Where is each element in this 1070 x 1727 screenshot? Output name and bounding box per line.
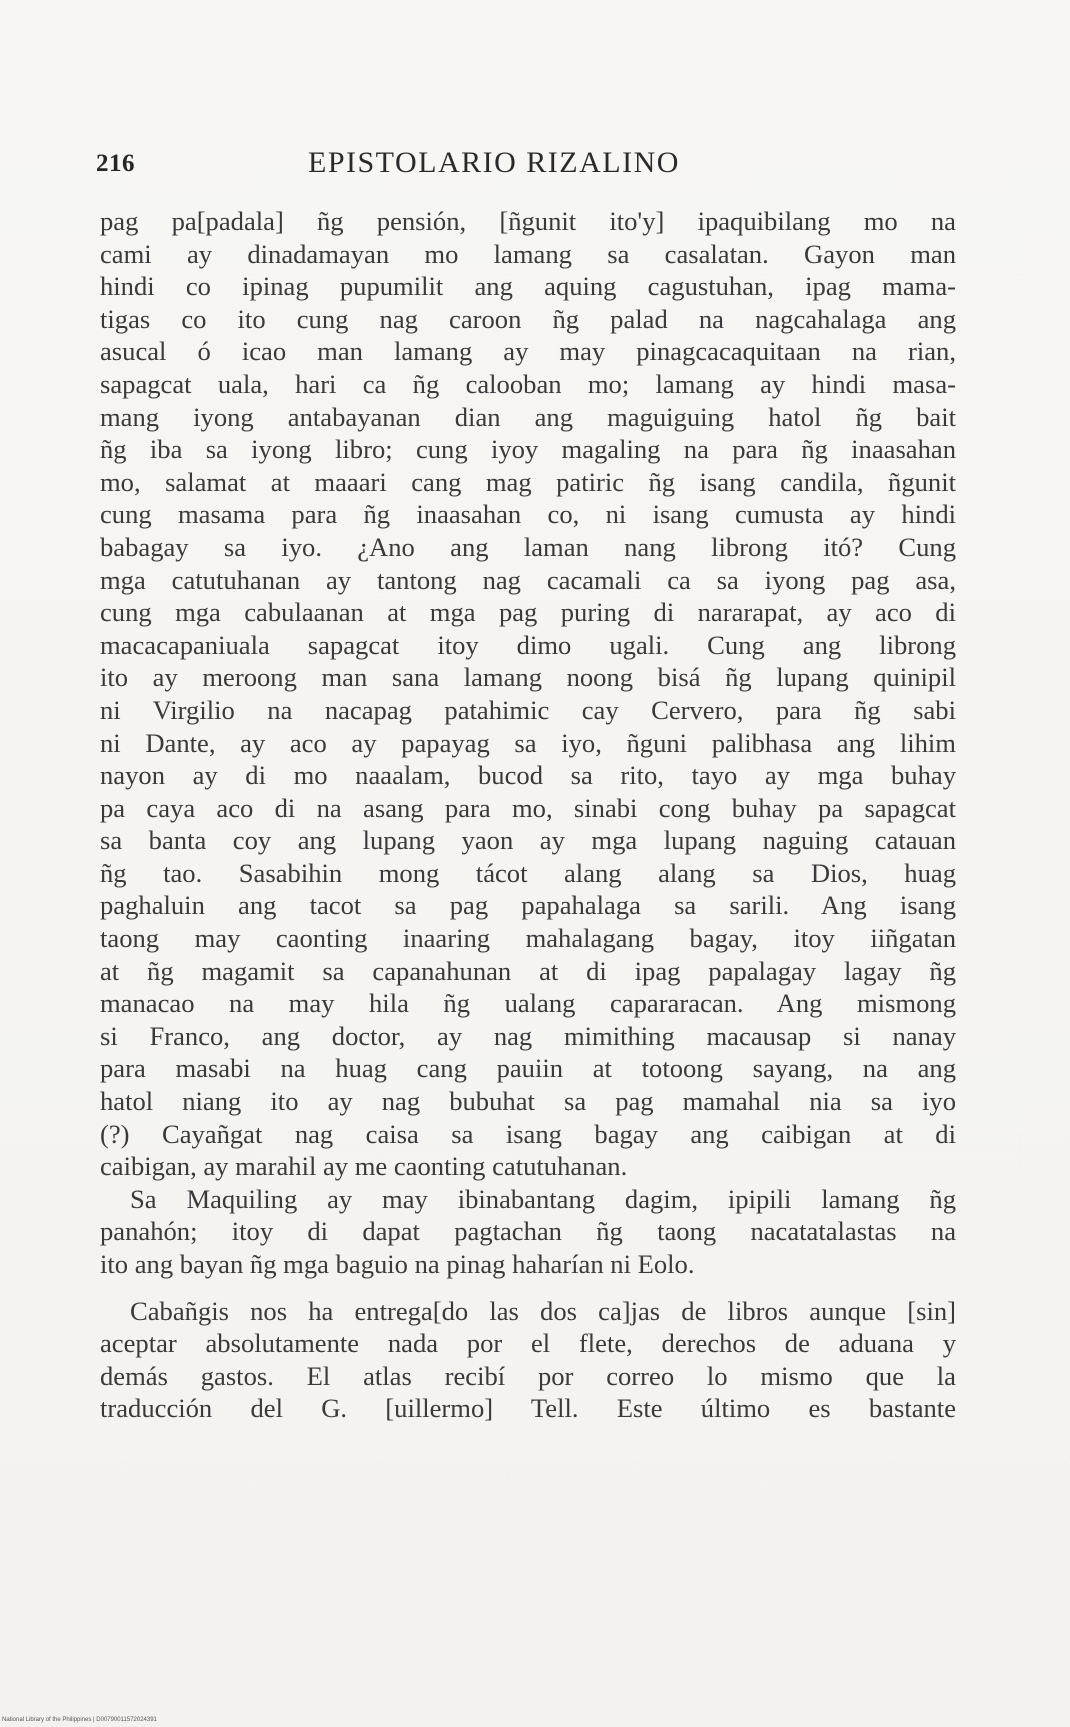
text-line: cung mga cabulaanan at mga pag puring di nararapat, ay aco di (100, 597, 956, 628)
text-line: cami ay dinadamayan mo lamang sa casalatan. Gayon man (100, 238, 956, 269)
text-line: mga catutuhanan ay tantong nag cacamali ca sa iyong pag asa, (100, 564, 956, 595)
text-line: mo, salamat at maaari cang mag patiric ñg isang candila, ñgunit (100, 466, 956, 497)
text-line: ito ang bayan ñg mga baguio na pinag haharían ni Eolo. (100, 1249, 695, 1279)
text-line: babagay sa iyo. ¿Ano ang laman nang librong itó? Cung (100, 531, 956, 562)
text-line: sa banta coy ang lupang yaon ay mga lupang naguing catauan (100, 825, 956, 856)
text-line: hindi co ipinag pupumilit ang aquing cagustuhan, ipag mama- (100, 271, 956, 302)
text-line: pag pa[padala] ñg pensión, [ñgunit ito'y] ipaquibilang mo na (100, 206, 956, 236)
scan-credit: National Library of the Philippines | D00790011572024391 (2, 1717, 157, 1723)
text-line: ñg tao. Sasabihin mong tácot alang alang sa Dios, huag (100, 857, 956, 888)
text-line: para masabi na huag cang pauiin at totoong sayang, na ang (100, 1053, 956, 1084)
text-line: (?) Cayañgat nag caisa sa isang bagay ang caibigan at di (100, 1118, 956, 1149)
text-line: demás gastos. El atlas recibí por correo lo mismo que la (100, 1360, 956, 1391)
body-text (100, 205, 956, 1425)
text-line: at ñg magamit sa capanahunan at di ipag papalagay lagay ñg (100, 955, 956, 986)
text-line: traducción del G. [uillermo] Tell. Este último es bastante (100, 1393, 956, 1424)
text-line: Cabañgis nos ha entrega[do las dos ca]jas de libros aunque [sin] (130, 1295, 956, 1326)
text-line: ito ay meroong man sana lamang noong bisá ñg lupang quinipil (100, 662, 956, 693)
running-head: EPISTOLARIO RIZALINO (308, 146, 680, 179)
text-line: sapagcat uala, hari ca ñg calooban mo; lamang ay hindi masa- (100, 368, 956, 399)
paragraph (100, 1183, 956, 1281)
text-line: panahón; itoy di dapat pagtachan ñg taong nacatatalastas na (100, 1216, 956, 1247)
page-header (96, 146, 976, 186)
text-line: manacao na may hila ñg ualang capararacan. Ang mismong (100, 988, 956, 1019)
text-line: macacapaniuala sapagcat itoy dimo ugali. Cung ang librong (100, 629, 956, 660)
text-line: caibigan, ay marahil ay me caonting catutuhanan. (100, 1151, 628, 1182)
text-line: paghaluin ang tacot sa pag papahalaga sa sarili. Ang isang (100, 890, 956, 921)
text-line: hatol niang ito ay nag bubuhat sa pag mamahal nia sa iyo (100, 1086, 956, 1117)
text-line: pa caya aco di na asang para mo, sinabi cong buhay pa sapagcat (100, 792, 956, 823)
text-line: ñg iba sa iyong libro; cung iyoy magaling na para ñg inaasahan (100, 434, 956, 465)
text-line: mang iyong antabayanan dian ang maguiguing hatol ñg bait (100, 401, 956, 432)
paragraph (100, 205, 956, 1183)
page-number: 216 (96, 150, 135, 177)
paragraph-gap (100, 1281, 956, 1295)
text-line: si Franco, ang doctor, ay nag mimithing macausap si nanay (100, 1020, 956, 1051)
text-line: ni Dante, ay aco ay papayag sa iyo, ñguni palibhasa ang lihim (100, 727, 956, 758)
text-line: cung masama para ñg inaasahan co, ni isang cumusta ay hindi (100, 499, 956, 530)
text-line: taong may caonting inaaring mahalagang bagay, itoy iiñgatan (100, 923, 956, 954)
text-line: Sa Maquiling ay may ibinabantang dagim, ipipili lamang ñg (130, 1183, 956, 1214)
text-line: nayon ay di mo naaalam, bucod sa rito, tayo ay mga buhay (100, 760, 956, 791)
text-line: ni Virgilio na nacapag patahimic cay Cervero, para ñg sabi (100, 694, 956, 725)
text-line: asucal ó icao man lamang ay may pinagcacaquitaan na rian, (100, 336, 956, 367)
paragraph (100, 1295, 956, 1425)
text-line: tigas co ito cung nag caroon ñg palad na nagcahalaga ang (100, 303, 956, 334)
text-line: aceptar absolutamente nada por el flete, derechos de aduana y (100, 1328, 956, 1359)
